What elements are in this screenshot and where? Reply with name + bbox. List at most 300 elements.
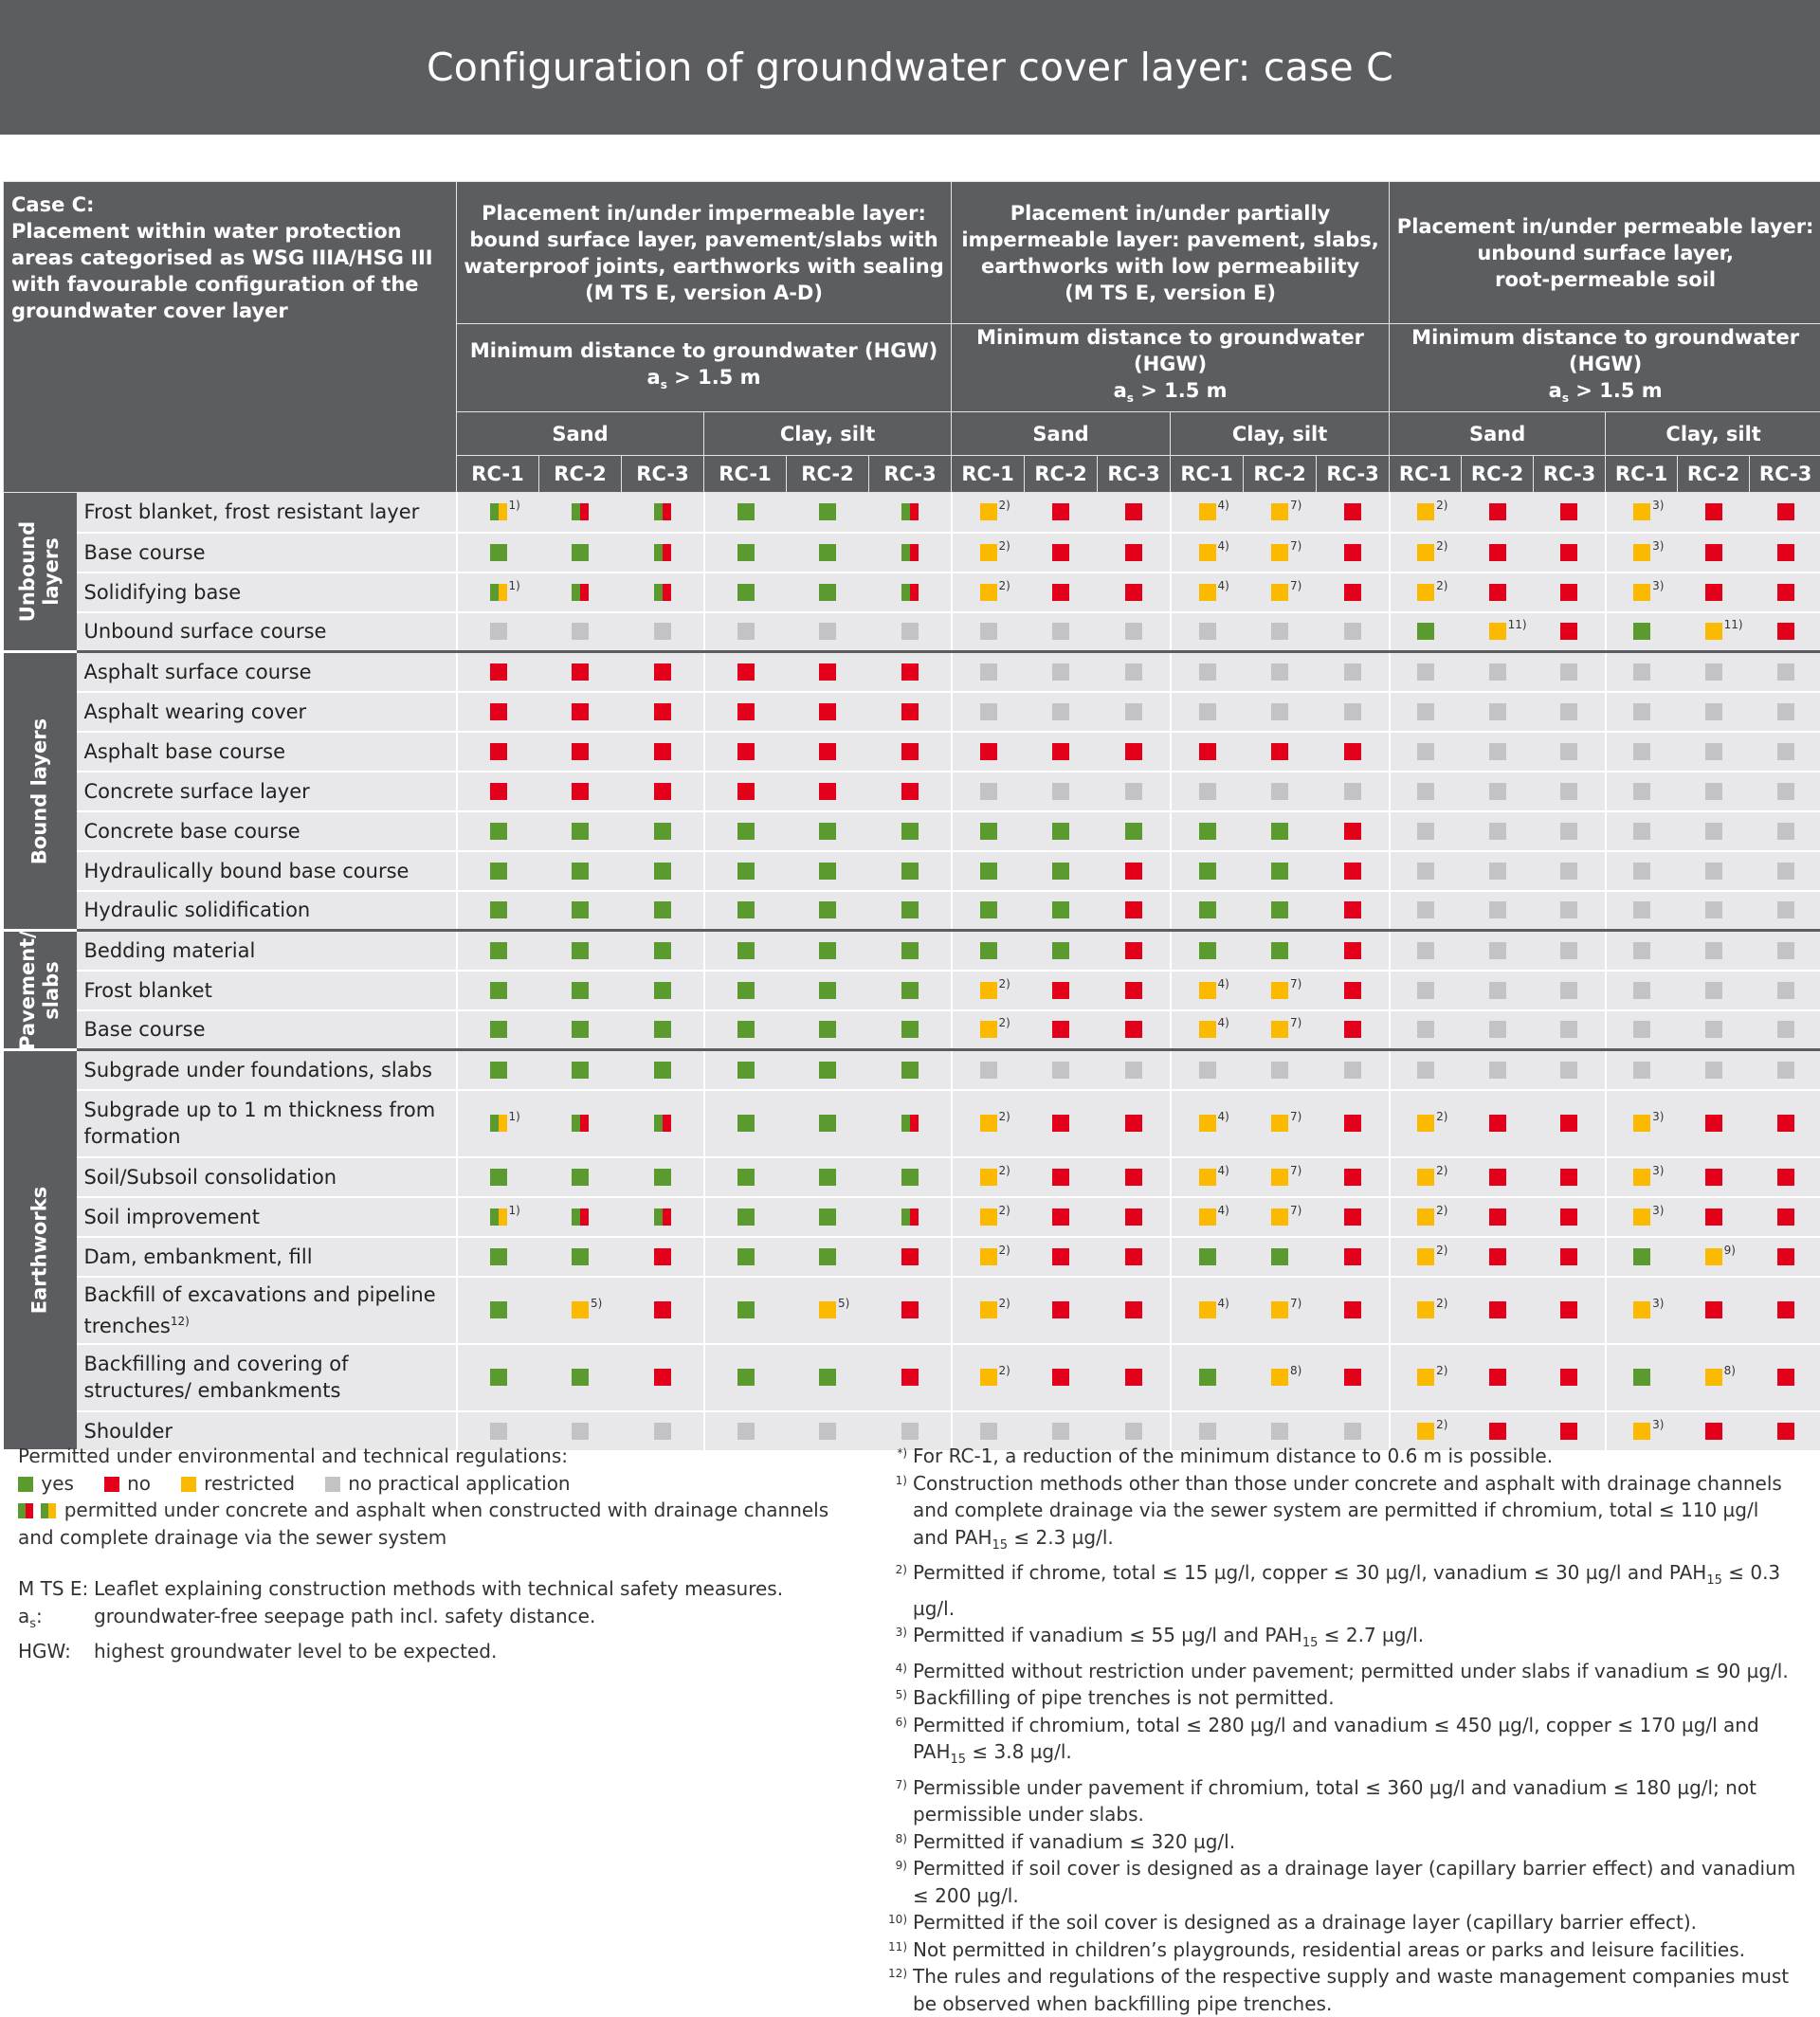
status-mark [572, 1062, 589, 1079]
table-row [4, 1050, 1820, 1090]
legend-na: no practical application [348, 1472, 570, 1495]
status-mark [819, 823, 836, 840]
status-mark [901, 1248, 919, 1265]
status-g-icon [737, 1021, 755, 1038]
matrix-cell [1462, 1010, 1534, 1050]
status-mark [901, 1369, 919, 1386]
status-mark [1125, 942, 1142, 959]
status-r-icon [1125, 863, 1142, 880]
status-g-icon [572, 1169, 589, 1186]
matrix-cell [539, 692, 622, 732]
rc-header: RC-1 [1606, 456, 1678, 493]
matrix-cell [952, 772, 1025, 811]
matrix-cell [457, 533, 539, 572]
status-mark [1199, 503, 1216, 520]
status-mark [901, 901, 919, 918]
matrix-cell [787, 1237, 869, 1277]
status-mark [1633, 942, 1650, 959]
status-mark [1777, 1169, 1794, 1186]
status-mark [1199, 544, 1216, 561]
footnote-sub: 15 [1706, 1573, 1722, 1588]
row-label-text: Subgrade under foundations, slabs [84, 1059, 432, 1081]
matrix-cell [1317, 652, 1390, 692]
legend-restricted: restricted [204, 1472, 295, 1495]
status-g-icon [572, 863, 589, 880]
status-mark [901, 982, 919, 999]
status-r-icon [980, 743, 997, 760]
footnote-mark: 8) [880, 1828, 913, 1856]
footnote-ref: 4) [1218, 579, 1229, 592]
status-mark [819, 703, 836, 720]
status-r-icon [1560, 1423, 1577, 1440]
row-label-text: Dam, embankment, fill [84, 1245, 313, 1268]
matrix-cell [1534, 772, 1606, 811]
status-mark [654, 942, 671, 959]
status-r-icon [1125, 1115, 1142, 1132]
status-n-icon [1705, 942, 1722, 959]
status-g-icon [901, 1021, 919, 1038]
matrix-cell [1606, 1090, 1678, 1157]
status-mark [901, 783, 919, 800]
rc-header: RC-1 [1171, 456, 1244, 493]
group-line: bound surface layer, pavement/slabs with [457, 227, 951, 253]
status-n-icon [1560, 1021, 1577, 1038]
status-n-icon [654, 623, 671, 640]
status-mark [980, 623, 997, 640]
status-mark [980, 703, 997, 720]
status-mark [572, 1115, 589, 1132]
matrix-cell [539, 1157, 622, 1197]
matrix-cell [952, 652, 1025, 692]
status-r-icon [737, 703, 755, 720]
distance-value: > 1.5 m [667, 366, 761, 389]
status-n-icon [980, 703, 997, 720]
status-g-icon [737, 584, 755, 601]
footnote-text [913, 1828, 1799, 1856]
matrix-cell [1317, 493, 1390, 533]
matrix-cell [1678, 1157, 1750, 1197]
status-mark [1052, 1169, 1069, 1186]
matrix-cell [869, 851, 952, 891]
status-n-icon [1489, 663, 1506, 681]
status-mark [1199, 982, 1216, 999]
footnote-mark: 4) [880, 1658, 913, 1685]
status-n-icon [1633, 982, 1650, 999]
status-gr-icon [572, 1208, 589, 1226]
matrix-cell [622, 1090, 704, 1157]
matrix-cell [869, 1344, 952, 1411]
status-r-icon [654, 1301, 671, 1318]
status-mark [901, 1062, 919, 1079]
status-mark [737, 1115, 755, 1132]
matrix-cell [1534, 1237, 1606, 1277]
status-mark [737, 743, 755, 760]
status-r-icon [737, 783, 755, 800]
matrix-cell [539, 811, 622, 851]
group-header-impermeable [457, 182, 952, 324]
status-mark [490, 1208, 507, 1226]
matrix-cell [704, 1010, 787, 1050]
footnote-ref: 2) [999, 1110, 1010, 1123]
status-y-icon [980, 1301, 997, 1318]
status-g-icon [654, 942, 671, 959]
status-mark [1052, 503, 1069, 520]
group-line: (M TS E, version A-D) [457, 280, 951, 306]
status-mark [1125, 1208, 1142, 1226]
footnote-ref: 3) [1652, 539, 1664, 553]
matrix-cell [622, 772, 704, 811]
footnote-ref: 2) [1436, 539, 1447, 553]
rc-header: RC-1 [704, 456, 787, 493]
status-n-icon [572, 1423, 589, 1440]
row-label [77, 533, 457, 572]
row-label [77, 1157, 457, 1197]
status-mark [1199, 1062, 1216, 1079]
status-mark [1052, 1369, 1069, 1386]
status-mark [1052, 584, 1069, 601]
status-mark [490, 743, 507, 760]
status-mark [1705, 1369, 1722, 1386]
status-mark [980, 1169, 997, 1186]
matrix-cell [539, 612, 622, 652]
status-mark [1125, 783, 1142, 800]
row-label [77, 1197, 457, 1237]
status-mark [1199, 1248, 1216, 1265]
matrix-cell [1098, 811, 1171, 851]
status-mark [1417, 503, 1434, 520]
footnote-tail: ≤ 3.8 µg/l. [966, 1740, 1072, 1763]
status-mark [1560, 1021, 1577, 1038]
status-n-icon [1489, 1021, 1506, 1038]
matrix-cell [704, 971, 787, 1010]
status-mark [654, 901, 671, 918]
status-mark [1052, 1115, 1069, 1132]
status-mark [1633, 584, 1650, 601]
status-mark [737, 1169, 755, 1186]
status-y-icon [1705, 623, 1722, 640]
status-mark [654, 743, 671, 760]
status-mark [1633, 623, 1650, 640]
status-r-icon [1705, 1208, 1722, 1226]
status-mark [1705, 901, 1722, 918]
status-g-icon [490, 863, 507, 880]
status-n-icon [1705, 743, 1722, 760]
matrix-cell [1462, 533, 1534, 572]
status-mark [572, 663, 589, 681]
matrix-cell [787, 692, 869, 732]
status-r-icon [1489, 1301, 1506, 1318]
status-g-icon [490, 1248, 507, 1265]
status-mark [1705, 663, 1722, 681]
footnote-item [880, 1774, 1799, 1828]
matrix-cell [622, 931, 704, 971]
status-mark [737, 1208, 755, 1226]
matrix-cell [1750, 891, 1820, 931]
matrix-cell [1098, 971, 1171, 1010]
status-r-icon [1705, 503, 1722, 520]
status-n-icon [1489, 823, 1506, 840]
row-label [77, 1277, 457, 1344]
status-mark [1199, 901, 1216, 918]
status-mark [1417, 743, 1434, 760]
matrix-cell [1534, 692, 1606, 732]
status-mark [980, 1301, 997, 1318]
status-n-icon [1489, 982, 1506, 999]
status-mark [490, 1115, 507, 1132]
status-mark [1199, 703, 1216, 720]
case-line: Placement within water protection [11, 218, 448, 245]
matrix-cell [1390, 1050, 1462, 1090]
soil-header: Clay, silt [1606, 412, 1820, 456]
matrix-cell [787, 732, 869, 772]
status-mark [819, 1062, 836, 1079]
status-mark [1777, 663, 1794, 681]
status-n-icon [1271, 663, 1288, 681]
status-r-icon [1344, 863, 1361, 880]
status-mark [980, 584, 997, 601]
abbr-mtse [18, 1575, 852, 1603]
legend-drainage [18, 1497, 852, 1551]
status-r-icon [1125, 942, 1142, 959]
footnote-ref: 4) [1218, 539, 1229, 553]
soil-header: Clay, silt [704, 412, 952, 456]
status-mark [1560, 1208, 1577, 1226]
status-r-icon [901, 1301, 919, 1318]
matrix-cell [457, 1157, 539, 1197]
status-mark [1417, 1208, 1434, 1226]
matrix-cell [622, 1010, 704, 1050]
status-g-icon [1199, 1248, 1216, 1265]
status-r-icon [1271, 743, 1288, 760]
table-row [4, 851, 1820, 891]
status-y-icon [980, 503, 997, 520]
matrix-cell [539, 1197, 622, 1237]
matrix-cell [457, 971, 539, 1010]
matrix-cell [1390, 652, 1462, 692]
matrix-cell [1171, 652, 1244, 692]
status-n-icon [1489, 863, 1506, 880]
status-y-icon [1633, 584, 1650, 601]
status-n-icon [1777, 703, 1794, 720]
matrix-cell [1025, 1237, 1098, 1277]
matrix-cell [622, 572, 704, 612]
matrix-cell [869, 692, 952, 732]
status-mark [737, 863, 755, 880]
status-mark [980, 1423, 997, 1440]
status-mark [572, 1208, 589, 1226]
matrix-cell [622, 732, 704, 772]
status-mark [980, 503, 997, 520]
matrix-cell [1025, 772, 1098, 811]
status-n-icon [1271, 703, 1288, 720]
abbr-hgw [18, 1638, 852, 1665]
matrix-cell [787, 811, 869, 851]
status-mark [1271, 703, 1288, 720]
table-row [4, 1090, 1820, 1157]
footnote-ref: 4) [1218, 1164, 1229, 1177]
status-y-icon [1633, 1423, 1650, 1440]
matrix-cell [1171, 572, 1244, 612]
status-n-icon [1705, 1062, 1722, 1079]
status-g-icon [901, 823, 919, 840]
matrix-cell [1171, 1090, 1244, 1157]
footnote-text [913, 1684, 1799, 1712]
distance-sub: s [1127, 391, 1134, 405]
matrix-cell [1678, 1050, 1750, 1090]
status-mark [1777, 982, 1794, 999]
matrix-cell [1390, 1237, 1462, 1277]
table-row [4, 1157, 1820, 1197]
row-label [77, 971, 457, 1010]
matrix-cell [1462, 772, 1534, 811]
status-n-icon [1344, 1423, 1361, 1440]
status-n-icon [1052, 1423, 1069, 1440]
status-mark [1271, 863, 1288, 880]
footnote-ref: 7) [1290, 499, 1301, 512]
matrix-cell [1534, 493, 1606, 533]
status-n-icon [1199, 783, 1216, 800]
row-label-text: Base course [84, 1018, 206, 1041]
status-g-icon [654, 1021, 671, 1038]
matrix-cell [1534, 1197, 1606, 1237]
status-mark [1052, 1248, 1069, 1265]
status-mark [1417, 823, 1434, 840]
status-y-icon [1633, 544, 1650, 561]
title-banner [0, 0, 1820, 135]
footnote-body: Permitted if soil cover is designed as a drainage layer (capillary barrier effect) and vanadium ≤ 200 µg/l. [913, 1857, 1795, 1907]
matrix-cell [869, 1237, 952, 1277]
status-mark [980, 663, 997, 681]
status-g-icon [819, 1208, 836, 1226]
status-y-icon [1417, 1423, 1434, 1440]
matrix-cell [622, 811, 704, 851]
status-r-icon [654, 1248, 671, 1265]
row-label [77, 811, 457, 851]
matrix-cell [1025, 692, 1098, 732]
status-mark [1633, 1208, 1650, 1226]
status-n-icon [1052, 623, 1069, 640]
soil-header: Clay, silt [1171, 412, 1390, 456]
matrix-cell [869, 1157, 952, 1197]
matrix-cell [539, 772, 622, 811]
matrix-cell [1317, 692, 1390, 732]
status-mark [1705, 544, 1722, 561]
status-n-icon [1777, 743, 1794, 760]
matrix-cell [1317, 931, 1390, 971]
status-mark [737, 1369, 755, 1386]
status-mark [1199, 1423, 1216, 1440]
matrix-cell [1606, 1197, 1678, 1237]
status-n-icon [1633, 663, 1650, 681]
rc-header: RC-3 [1750, 456, 1820, 493]
status-n-icon [1052, 663, 1069, 681]
status-g-icon [490, 1062, 507, 1079]
legend-yes: yes [41, 1472, 74, 1495]
status-mark [1777, 1301, 1794, 1318]
matrix-cell [1098, 772, 1171, 811]
matrix-cell [1171, 533, 1244, 572]
status-mark [1125, 1301, 1142, 1318]
status-mark [1705, 1248, 1722, 1265]
status-mark [1489, 703, 1506, 720]
matrix-cell [1462, 931, 1534, 971]
status-mark [1125, 663, 1142, 681]
abbr-key: a [18, 1605, 29, 1627]
status-n-icon [1199, 1423, 1216, 1440]
matrix-cell [952, 811, 1025, 851]
status-y-icon [1271, 1369, 1288, 1386]
status-r-icon [1489, 1369, 1506, 1386]
abbr-value: Leaflet explaining construction methods with technical safety measures. [94, 1575, 783, 1603]
status-mark [1125, 982, 1142, 999]
status-n-icon [572, 623, 589, 640]
status-mark [819, 863, 836, 880]
status-mark [737, 584, 755, 601]
status-gr-icon [654, 1208, 671, 1226]
status-g-icon [737, 901, 755, 918]
status-mark [980, 1248, 997, 1265]
status-mark [1125, 1423, 1142, 1440]
table-row [4, 1197, 1820, 1237]
status-n-icon [490, 1423, 507, 1440]
status-mark [980, 1208, 997, 1226]
footnote-item [880, 1909, 1799, 1936]
green-red-swatch [18, 1503, 33, 1518]
status-mark [1344, 1115, 1361, 1132]
matrix-cell [1025, 1197, 1098, 1237]
distance-header [952, 324, 1390, 412]
status-mark [490, 663, 507, 681]
table-row [4, 891, 1820, 931]
status-n-icon [1489, 783, 1506, 800]
footnote-item [880, 1855, 1799, 1909]
status-n-icon [1777, 1062, 1794, 1079]
status-mark [737, 1062, 755, 1079]
matrix-cell [1462, 811, 1534, 851]
matrix-cell [952, 1197, 1025, 1237]
status-y-icon [1489, 623, 1506, 640]
status-mark [1125, 1062, 1142, 1079]
status-mark [1777, 503, 1794, 520]
footnote-body: Backfilling of pipe trenches is not permitted. [913, 1686, 1335, 1709]
status-r-icon [819, 703, 836, 720]
status-mark [572, 1369, 589, 1386]
status-y-icon [1633, 1208, 1650, 1226]
status-gr-icon [654, 1115, 671, 1132]
matrix-cell [869, 1277, 952, 1344]
status-n-icon [1417, 1021, 1434, 1038]
status-mark [1705, 1208, 1722, 1226]
status-mark [1489, 743, 1506, 760]
status-r-icon [1560, 623, 1577, 640]
matrix-cell [1678, 1197, 1750, 1237]
row-label-footnote: 12) [171, 1315, 190, 1328]
matrix-cell [1750, 612, 1820, 652]
matrix-cell [1317, 1050, 1390, 1090]
status-gr-icon [654, 544, 671, 561]
matrix-cell [1025, 1344, 1098, 1411]
status-mark [490, 942, 507, 959]
status-r-icon [1560, 1369, 1577, 1386]
row-label-text: Base course [84, 541, 206, 564]
status-mark [490, 1021, 507, 1038]
status-g-icon [737, 863, 755, 880]
status-mark [1271, 503, 1288, 520]
status-n-icon [1633, 743, 1650, 760]
status-mark [1199, 623, 1216, 640]
status-mark [1777, 901, 1794, 918]
status-y-icon [980, 1208, 997, 1226]
